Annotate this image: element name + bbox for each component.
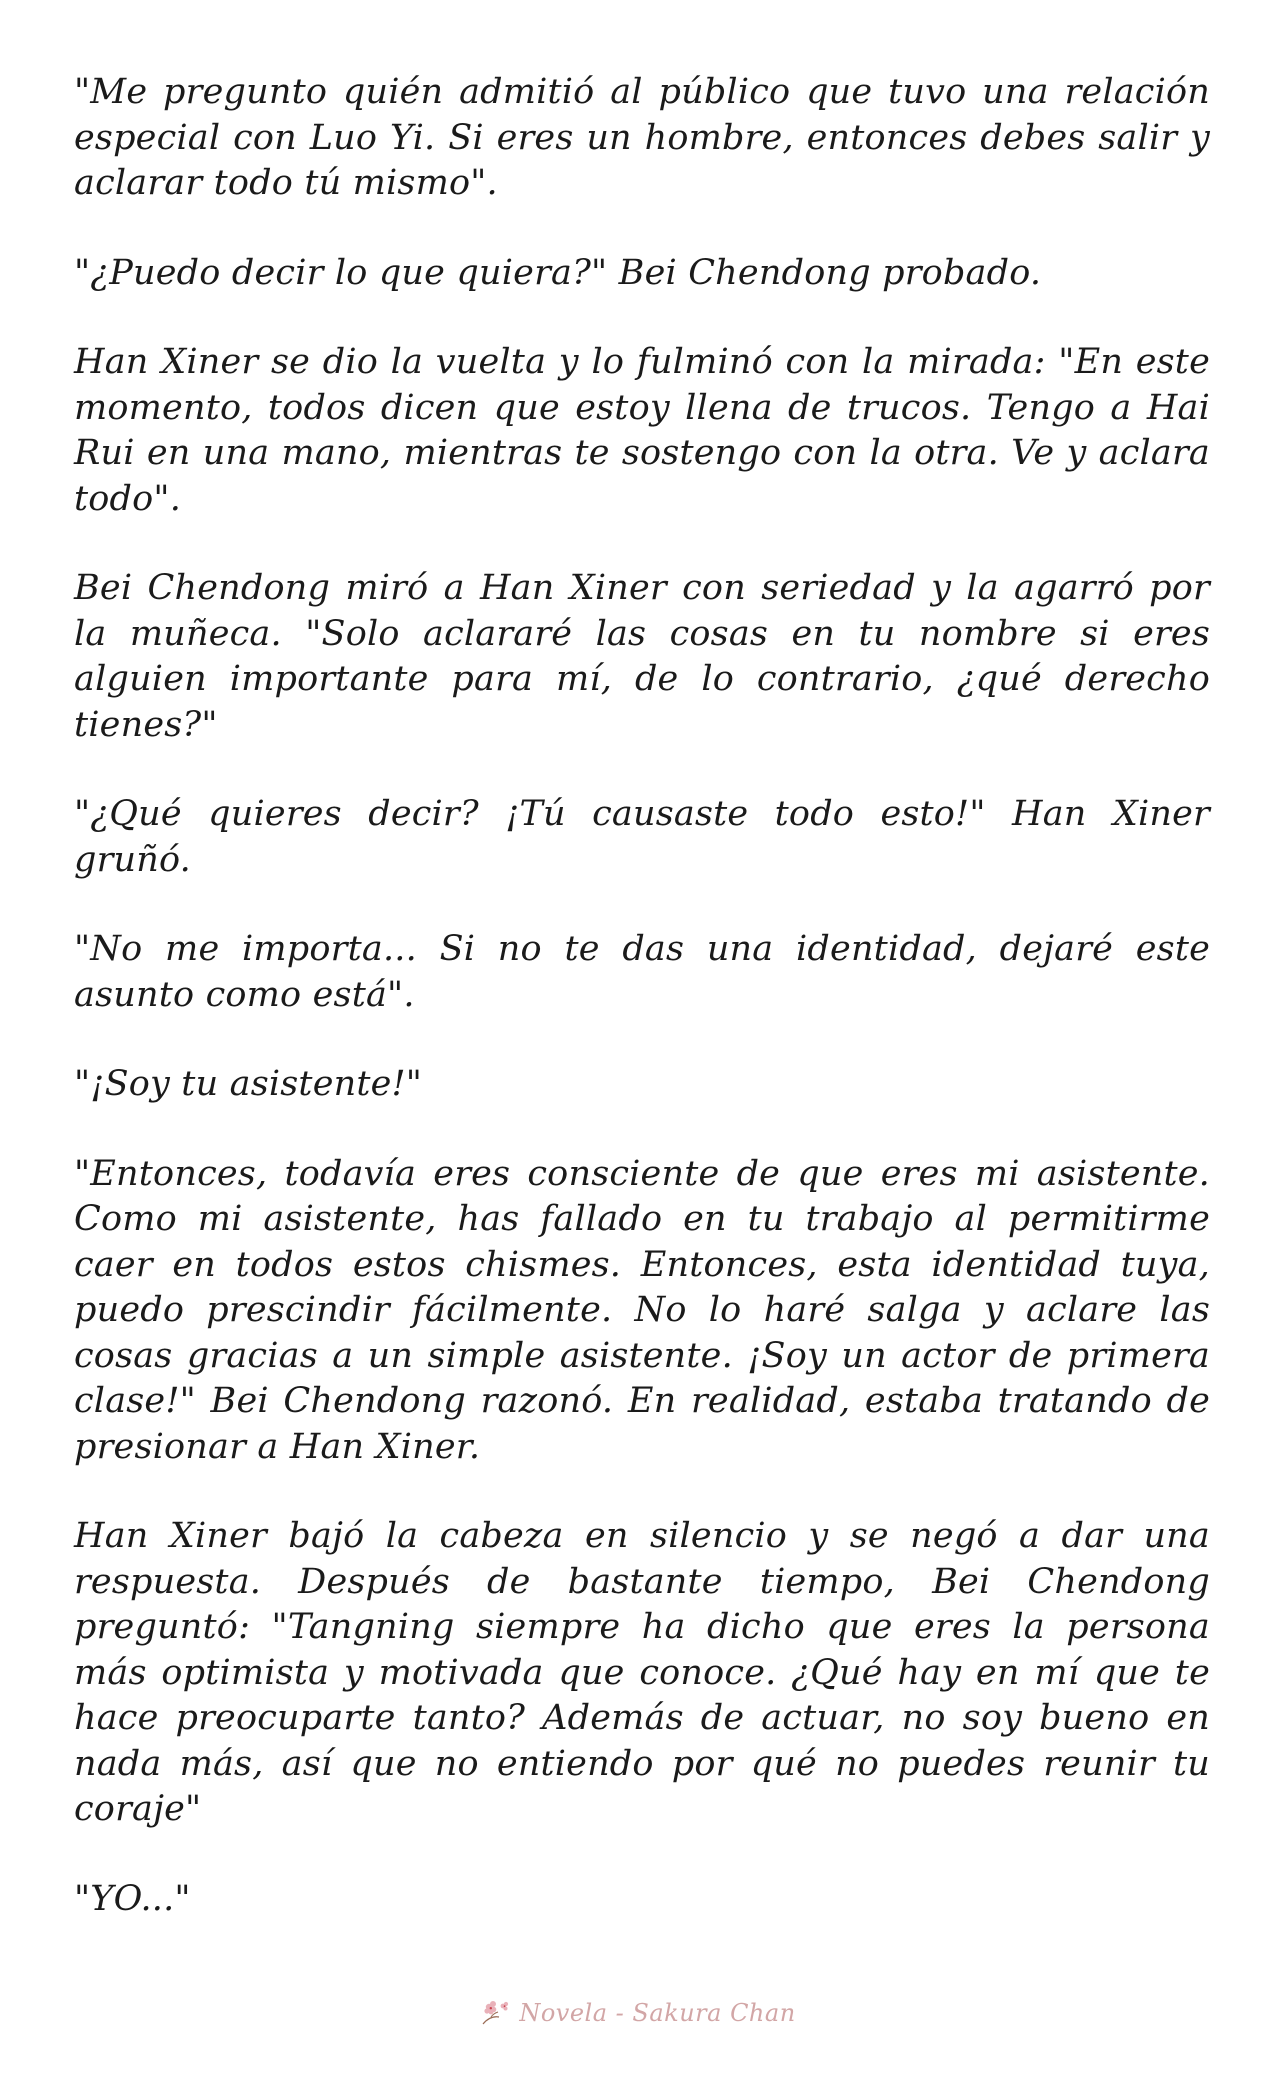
paragraph-9: Han Xiner bajó la cabeza en silencio y se negó a dar una respuesta. Después de bastante tiempo, Bei Chendong preguntó: "Tangning siempre ha dicho que eres la persona más optimista y motivada que conoce. ¿Qué hay en mí que te hace preocuparte tanto? Además de actuar, no soy bueno en nada más, así que no entiendo por qué no puedes reunir tu coraje" <box>74 1516 1210 1829</box>
watermark-text: Novela - Sakura Chan <box>519 1999 796 2027</box>
paragraph-1: "Me pregunto quién admitió al público que tuvo una relación especial con Luo Yi. Si eres un hombre, entonces debes salir y aclarar todo tú mismo". <box>74 72 1210 203</box>
paragraph-6: "No me importa... Si no te das una identidad, dejaré este asunto como está". <box>74 929 1210 1015</box>
paragraph-2: "¿Puedo decir lo que quiera?" Bei Chendong probado. <box>74 252 1042 293</box>
paragraph-5: "¿Qué quieres decir? ¡Tú causaste todo esto!" Han Xiner gruñó. <box>74 794 1210 880</box>
paragraph-8: "Entonces, todavía eres consciente de que eres mi asistente. Como mi asistente, has fallado en tu trabajo al permitirme caer en todos estos chismes. Entonces, esta identidad tuya, puedo prescindir fácilmente. No lo haré salga y aclare las cosas gracias a un simple asistente. ¡Soy un actor de primera clase!" Bei Chendong razonó. En realidad, estaba tratando de presionar a Han Xiner. <box>74 1153 1210 1467</box>
document-body <box>74 70 1210 1966</box>
paragraph-4: Bei Chendong miró a Han Xiner con seriedad y la agarró por la muñeca. "Solo aclararé las cosas en tu nombre si eres alguien importante para mí, de lo contrario, ¿qué derecho tienes?" <box>74 568 1210 745</box>
watermark-footer <box>0 1998 1275 2028</box>
paragraph-3: Han Xiner se dio la vuelta y lo fulminó con la mirada: "En este momento, todos dicen que estoy llena de trucos. Tengo a Hai Rui en una mano, mientras te sostengo con la otra. Ve y aclara todo". <box>74 342 1210 519</box>
paragraph-7: "¡Soy tu asistente!" <box>74 1064 423 1104</box>
paragraph-10: "YO..." <box>74 1878 191 1919</box>
sakura-flower-icon <box>479 1998 513 2028</box>
